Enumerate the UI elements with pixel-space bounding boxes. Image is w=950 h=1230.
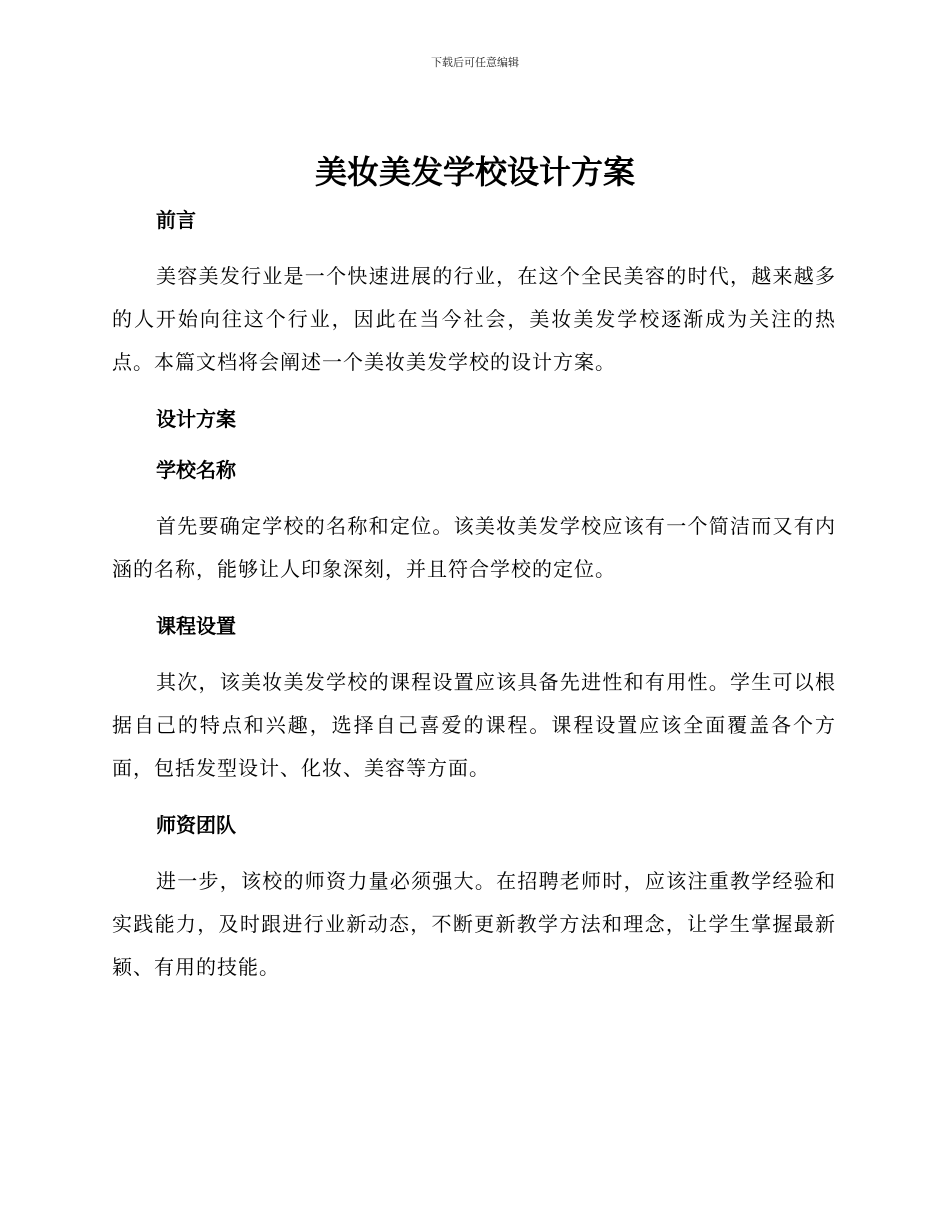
paragraph-curriculum: 其次，该美妆美发学校的课程设置应该具备先进性和有用性。学生可以根据自己的特点和兴趣，选择自己喜爱的课程。课程设置应该全面覆盖各个方面，包括发型设计、化妆、美容等方面。 — [112, 670, 836, 780]
section-heading-school-name: 学校名称 — [156, 458, 236, 482]
section-heading-faculty: 师资团队 — [156, 813, 236, 837]
paragraph-school-name: 首先要确定学校的名称和定位。该美妆美发学校应该有一个简洁而又有内涵的名称，能够让人印象深刻，并且符合学校的定位。 — [112, 514, 836, 581]
document-title: 美妆美发学校设计方案 — [314, 153, 635, 191]
section-heading-preface: 前言 — [156, 208, 196, 232]
page-header-note: 下载后可任意编辑 — [431, 56, 519, 69]
paragraph-faculty: 进一步，该校的师资力量必须强大。在招聘老师时，应该注重教学经验和实践能力，及时跟进行业新动态，不断更新教学方法和理念，让学生掌握最新颖、有用的技能。 — [112, 869, 836, 979]
paragraph-preface: 美容美发行业是一个快速进展的行业，在这个全民美容的时代，越来越多的人开始向往这个行业，因此在当今社会，美妆美发学校逐渐成为关注的热点。本篇文档将会阐述一个美妆美发学校的设计方案。 — [112, 264, 836, 374]
document-body — [112, 204, 836, 1008]
section-heading-curriculum: 课程设置 — [156, 614, 236, 638]
section-heading-design-plan: 设计方案 — [156, 407, 236, 431]
